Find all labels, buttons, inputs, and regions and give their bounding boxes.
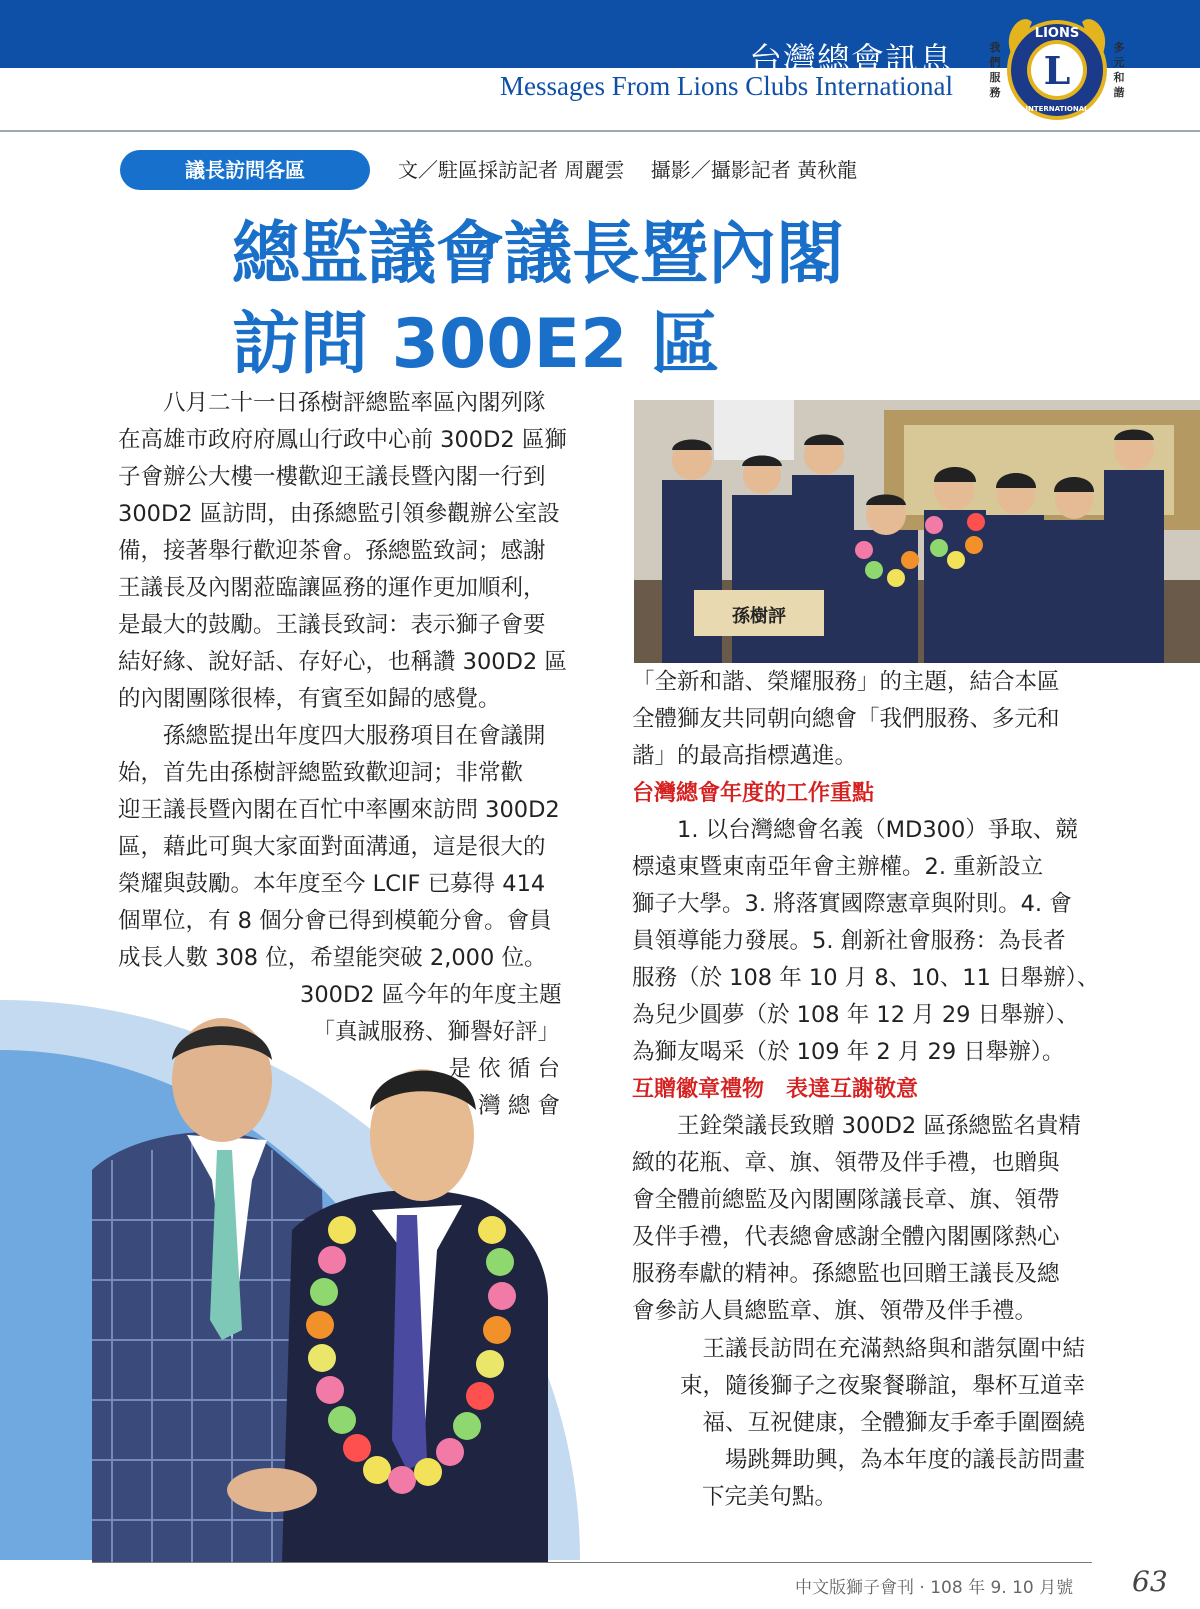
headline [232,210,1032,390]
motto-char: 諧 [1113,86,1125,99]
text-line: 王銓榮議長致贈 300D2 區孫總監名貴精 [632,1113,1081,1139]
text-line: 王議長及內閣蒞臨讓區務的運作更加順利， [118,575,546,601]
closing-paragraph [640,1331,1085,1516]
text-line: 的內閣團隊很棒，有賓至如歸的感覺。 [118,686,501,712]
right-column [632,664,1100,1330]
subheading-gifts: 互贈徽章禮物 表達互謝敬意 [632,1077,919,1102]
text-line: 個單位，有 8 個分會已得到模範分會。會員 [118,908,552,934]
text-line: 諧」的最高指標邁進。 [632,743,858,769]
text-line: 是 依 循 台 [448,1056,560,1082]
text-line: 下完美句點。 [702,1484,838,1510]
left-column-tail [300,977,560,1125]
motto-char: 元 [1113,56,1125,69]
photo-group [634,400,1200,663]
header-divider [0,130,1200,132]
headline-line-2: 訪問 300E2 區 [232,305,720,384]
text-line: 是最大的鼓勵。王議長致詞：表示獅子會要 [118,612,546,638]
lions-logo-icon [1002,10,1112,126]
text-line: 會全體前總監及內閣團隊議長章、旗、領帶 [632,1187,1060,1213]
text-line: 灣 總 會 [478,1093,560,1119]
text-line: 始，首先由孫樹評總監致歡迎詞；非常歡 [118,760,524,786]
left-column [118,385,568,977]
text-line: 王議長訪問在充滿熱絡與和諧氛圍中結 [702,1336,1085,1362]
text-line: 「真誠服務、獅譽好評」 [312,1019,560,1045]
subheading-work-focus: 台灣總會年度的工作重點 [632,781,875,806]
text-line: 子會辦公大樓一樓歡迎王議長暨內閣一行到 [118,464,546,490]
text-line: 結好緣、說好話、存好心，也稱讚 300D2 區 [118,649,567,675]
header-title: 台灣總會訊息 [749,40,953,79]
text-line: 成長人數 308 位，希望能突破 2,000 位。 [118,945,547,971]
text-line: 迎王議長暨內閣在百忙中率團來訪問 300D2 [118,797,560,823]
motto-char: 務 [989,86,1001,99]
motto-char: 多 [1113,41,1125,54]
logo-bottom-text: INTERNATIONAL [1025,105,1089,113]
text-line: 及伴手禮，代表總會感謝全體內閣團隊熱心 [632,1224,1060,1250]
text-line: 八月二十一日孫樹評總監率區內閣列隊 [118,390,546,416]
logo-letter: L [1043,48,1071,93]
footer-publication: 中文版獅子會刊 ‧ 108 年 9. 10 月號 [795,1578,1074,1598]
text-line: 福、互祝健康，全體獅友手牽手圍圈繞 [702,1410,1085,1436]
text-line: 場跳舞助興，為本年度的議長訪問畫 [724,1447,1085,1473]
page-number: 63 [1132,1565,1168,1598]
text-line: 在高雄市政府府鳳山行政中心前 300D2 區獅 [118,427,567,453]
text-line: 為兒少圓夢（於 108 年 12 月 29 日舉辦）、 [632,1002,1079,1028]
motto-left [988,40,1002,100]
text-line: 員領導能力發展。5. 創新社會服務：為長者 [632,928,1066,954]
motto-char: 們 [989,56,1001,69]
text-line: 標遠東暨東南亞年會主辦權。2. 重新設立 [632,854,1044,880]
text-line: 會參訪人員總監章、旗、領帶及伴手禮。 [632,1298,1038,1324]
logo-top-text: LIONS [1034,26,1080,41]
motto-right [1112,40,1126,100]
header-subtitle: Messages From Lions Clubs International [500,71,953,101]
text-line: 為獅友喝采（於 109 年 2 月 29 日舉辦）。 [632,1039,1065,1065]
motto-char: 和 [1113,71,1125,84]
text-line: 1. 以台灣總會名義（MD300）爭取、競 [632,817,1078,843]
text-line: 服務奉獻的精神。孫總監也回贈王議長及總 [632,1261,1060,1287]
section-tag: 議長訪問各區 [120,150,370,190]
headline-line-1: 總監議會議長暨內閣 [232,215,845,294]
byline: 文／駐區採訪記者 周麗雲 攝影／攝影記者 黃秋龍 [398,158,858,182]
text-line: 榮耀與鼓勵。本年度至今 LCIF 已募得 414 [118,871,546,897]
text-line: 全體獅友共同朝向總會「我們服務、多元和 [632,706,1060,732]
text-line: 服務（於 108 年 10 月 8、10、11 日舉辦）、 [632,965,1100,991]
text-line: 300D2 區今年的年度主題 [300,982,562,1008]
text-line: 備，接著舉行歡迎茶會。孫總監致詞；感謝 [118,538,546,564]
text-line: 束，隨後獅子之夜聚餐聯誼，舉杯互道幸 [679,1373,1085,1399]
nameplate-text: 孫樹評 [732,606,786,627]
footer-divider [92,1562,1092,1563]
text-line: 孫總監提出年度四大服務項目在會議開 [118,723,546,749]
text-line: 「全新和諧、榮耀服務」的主題，結合本區 [632,669,1060,695]
motto-char: 我 [989,41,1001,54]
text-line: 區，藉此可與大家面對面溝通，這是很大的 [118,834,546,860]
text-line: 緻的花瓶、章、旗、領帶及伴手禮，也贈與 [632,1150,1060,1176]
text-line: 300D2 區訪問，由孫總監引領參觀辦公室設 [118,501,560,527]
motto-char: 服 [989,71,1001,84]
text-line: 獅子大學。3. 將落實國際憲章與附則。4. 會 [632,891,1072,917]
